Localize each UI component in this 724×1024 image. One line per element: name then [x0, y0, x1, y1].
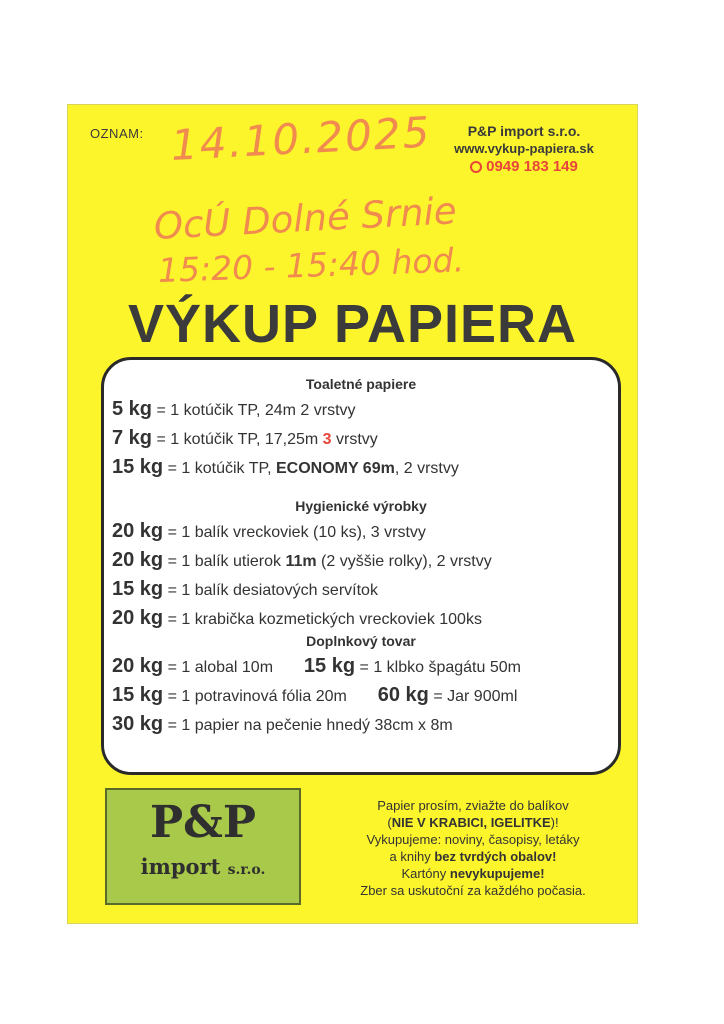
- weight: 15 kg: [112, 578, 164, 600]
- page-title: VÝKUP PAPIERA: [127, 294, 578, 354]
- note-bold: NIE V KRABICI, IGELITKE: [391, 815, 551, 830]
- item-text: = 1 kotúčik TP,: [167, 460, 276, 477]
- company-logo: [105, 788, 301, 905]
- list-item: [112, 546, 614, 575]
- list-item: [112, 681, 614, 710]
- weight: 7 kg: [112, 427, 153, 449]
- list-item: [112, 424, 614, 453]
- list-item: [112, 604, 614, 633]
- list-item: [112, 453, 614, 482]
- company-website: www.vykup-papiera.sk: [454, 141, 594, 156]
- logo-sub-text: [107, 854, 299, 879]
- note-line: [318, 814, 628, 831]
- phone-number: 0949 183 149: [486, 158, 578, 175]
- toilet-rows: [112, 395, 614, 482]
- weight: 60 kg: [377, 684, 429, 706]
- item-text: , 2 vrstvy: [394, 460, 459, 477]
- weight: 15 kg: [303, 655, 356, 677]
- weight: 20 kg: [112, 549, 164, 571]
- item-text: = 1 papier na pečenie hnedý 38cm x 8m: [167, 717, 453, 734]
- list-item: [112, 575, 614, 604]
- note-line: Zber sa uskutoční za každého počasia.: [360, 883, 586, 898]
- note-text: (: [387, 815, 392, 830]
- weight: 20 kg: [112, 607, 164, 629]
- note-line: Vykupujeme: noviny, časopisy, letáky: [366, 832, 580, 847]
- extra-rows: [112, 652, 614, 739]
- section-heading-hygiene: Hygienické výrobky: [295, 498, 427, 514]
- item-text: = 1 balík vreckoviek (10 ks), 3 vrstvy: [167, 524, 426, 541]
- poster: [67, 104, 638, 924]
- logo-sro: s.r.o.: [227, 862, 266, 878]
- item-text: = 1 alobal 10m: [167, 659, 274, 676]
- item-text: = 1 potravinová fólia 20m: [167, 688, 347, 705]
- logo-main-text: P&P: [150, 797, 256, 848]
- item-bold: ECONOMY 69m: [275, 460, 395, 477]
- item-bold: 11m: [285, 553, 317, 570]
- list-item: [112, 710, 614, 739]
- note-text: )!: [550, 815, 559, 830]
- handwritten-date: 14.10.2025: [169, 107, 433, 170]
- handwritten-place: OcÚ Dolné Srnie: [152, 189, 458, 248]
- item-text: vrstvy: [331, 431, 378, 448]
- section-heading-toilet: Toaletné papiere: [305, 376, 417, 392]
- weight: 5 kg: [112, 398, 153, 420]
- note-text: a knihy: [389, 849, 435, 864]
- note-line: Papier prosím, zviažte do balíkov: [377, 798, 569, 813]
- weight: 15 kg: [112, 456, 164, 478]
- item-highlight: 3: [322, 431, 332, 448]
- item-text: (2 vyššie rolky), 2 vrstvy: [316, 553, 492, 570]
- weight: 20 kg: [112, 655, 164, 677]
- list-item: [112, 517, 614, 546]
- company-phone: [434, 158, 614, 175]
- list-item: [112, 395, 614, 424]
- company-name: P&P import s.r.o.: [467, 123, 581, 139]
- price-list-box: [101, 357, 621, 775]
- oznam-label: OZNAM:: [90, 126, 144, 141]
- weight: 15 kg: [112, 684, 164, 706]
- item-text: = 1 kotúčik TP, 24m 2 vrstvy: [156, 402, 356, 419]
- item-text: = 1 krabička kozmetických vreckoviek 100ks: [167, 611, 482, 628]
- item-text: = 1 balík utierok: [167, 553, 286, 570]
- note-bold: nevykupujeme!: [449, 866, 545, 881]
- item-text: = Jar 900ml: [433, 688, 518, 705]
- note-bold: bez tvrdých obalov!: [434, 849, 557, 864]
- weight: 20 kg: [112, 520, 164, 542]
- item-text: = 1 klbko špagátu 50m: [359, 659, 521, 676]
- note-text: Kartóny: [401, 866, 450, 881]
- note-line: [318, 865, 628, 882]
- hygiene-rows: [112, 517, 614, 633]
- company-info: [434, 123, 614, 175]
- item-text: = 1 kotúčik TP, 17,25m: [156, 431, 323, 448]
- logo-import: import: [140, 854, 221, 879]
- note-line: [318, 848, 628, 865]
- phone-icon: [470, 161, 482, 173]
- weight: 30 kg: [112, 713, 164, 735]
- handwritten-time: 15:20 - 15:40 hod.: [157, 240, 465, 290]
- item-text: = 1 balík desiatových servítok: [167, 582, 378, 599]
- instructions-notes: [318, 797, 628, 899]
- section-heading-extra: Doplnkový tovar: [306, 633, 416, 649]
- list-item: [112, 652, 614, 681]
